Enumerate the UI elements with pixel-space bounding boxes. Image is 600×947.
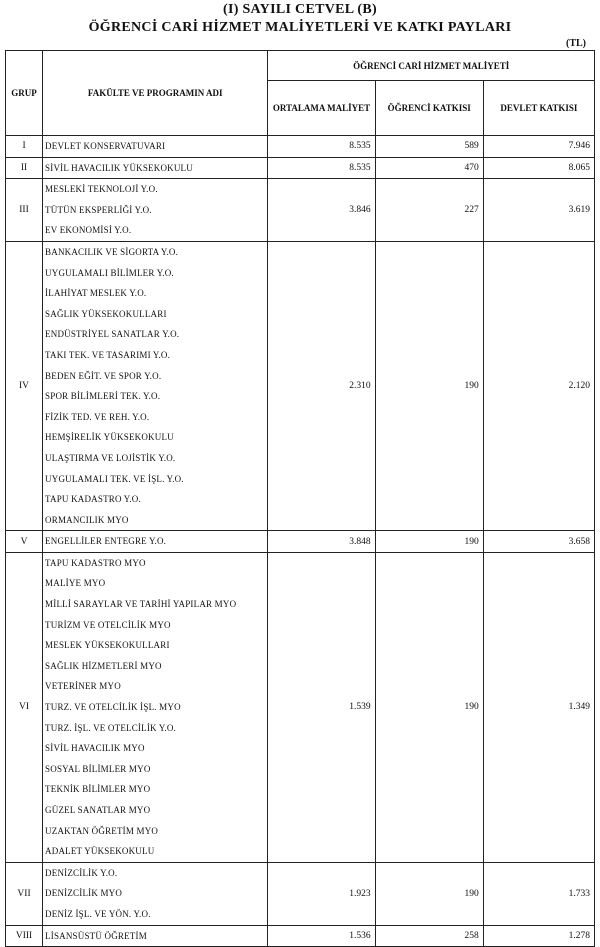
program-name: UYGULAMALI BİLİMLER Y.O. <box>45 267 174 278</box>
program-name: DENİZ İŞL. VE YÖN. Y.O. <box>45 908 151 919</box>
program-name: FİZİK TED. VE REH. Y.O. <box>45 411 150 422</box>
program-name: TURİZM VE OTELCİLİK MYO <box>45 619 171 630</box>
program-list <box>43 925 268 947</box>
group-number: V <box>6 531 43 553</box>
program-name: DENİZCİLİK MYO <box>45 888 123 899</box>
state-share-value: 2.120 <box>483 241 594 530</box>
avg-cost-value: 8.535 <box>268 136 375 158</box>
avg-cost-value: 3.848 <box>268 531 375 553</box>
header-cost-group: ÖĞRENCİ CARİ HİZMET MALİYETİ <box>268 51 595 81</box>
program-list <box>43 552 268 862</box>
table-row <box>6 241 595 530</box>
program-name: ENGELLİLER ENTEGRE Y.O. <box>45 536 167 547</box>
program-name: ENDÜSTRİYEL SANATLAR Y.O. <box>45 329 180 340</box>
program-name: SAĞLIK HİZMETLERİ MYO <box>45 660 162 671</box>
table-row <box>6 862 595 925</box>
program-name: SİVİL HAVACILIK YÜKSEKOKULU <box>45 162 193 173</box>
avg-cost-value: 3.846 <box>268 179 375 242</box>
program-name: HEMŞİRELİK YÜKSEKOKULU <box>45 432 174 443</box>
header-grup: GRUP <box>6 51 43 136</box>
group-number: I <box>6 136 43 158</box>
header-avg-cost: ORTALAMA MALİYET <box>268 81 375 136</box>
state-share-value: 1.278 <box>483 925 594 947</box>
group-number: VI <box>6 552 43 862</box>
state-share-value: 1.349 <box>483 552 594 862</box>
state-share-value: 1.733 <box>483 862 594 925</box>
program-name: TEKNİK BİLİMLER MYO <box>45 784 151 795</box>
avg-cost-value: 1.539 <box>268 552 375 862</box>
table-body <box>6 136 595 947</box>
student-share-value: 190 <box>375 531 483 553</box>
program-name: SOSYAL BİLİMLER MYO <box>45 763 151 774</box>
header-faculty: FAKÜLTE VE PROGRAMIN ADI <box>43 51 268 136</box>
program-list <box>43 241 268 530</box>
program-name: SPOR BİLİMLERİ TEK. Y.O. <box>45 391 161 402</box>
avg-cost-value: 1.923 <box>268 862 375 925</box>
currency-unit: (TL) <box>566 38 586 49</box>
student-share-value: 258 <box>375 925 483 947</box>
student-share-value: 190 <box>375 862 483 925</box>
group-number: II <box>6 157 43 179</box>
cost-table <box>5 50 595 947</box>
program-name: ORMANCILIK MYO <box>45 514 129 525</box>
program-name: TAPU KADASTRO Y.O. <box>45 494 141 505</box>
header-state-share: DEVLET KATKISI <box>483 81 594 136</box>
program-list <box>43 531 268 553</box>
header-student-share: ÖĞRENCİ KATKISI <box>375 81 483 136</box>
table-row <box>6 136 595 158</box>
document-title-line1: (I) SAYILI CETVEL (B) <box>223 2 377 17</box>
program-name: DENİZCİLİK Y.O. <box>45 867 118 878</box>
state-share-value: 3.658 <box>483 531 594 553</box>
student-share-value: 227 <box>375 179 483 242</box>
program-list <box>43 179 268 242</box>
program-name: DEVLET KONSERVATUVARI <box>45 141 166 151</box>
state-share-value: 7.946 <box>483 136 594 158</box>
program-name: LİSANSÜSTÜ ÖĞRETİM <box>45 930 147 941</box>
student-share-value: 589 <box>375 136 483 158</box>
program-name: TÜTÜN EKSPERLİĞİ Y.O. <box>45 204 152 215</box>
program-name: ADALET YÜKSEKOKULU <box>45 846 155 857</box>
program-name: MESLEK YÜKSEKOKULLARI <box>45 640 170 651</box>
group-number: IV <box>6 241 43 530</box>
program-name: UYGULAMALI TEK. VE İŞL. Y.O. <box>45 473 184 484</box>
program-name: BANKACILIK VE SİGORTA Y.O. <box>45 246 179 257</box>
table-row <box>6 157 595 179</box>
program-name: VETERİNER MYO <box>45 681 121 692</box>
program-name: MİLLİ SARAYLAR VE TARİHİ YAPILAR MYO <box>45 599 237 610</box>
program-name: TAPU KADASTRO MYO <box>45 557 146 568</box>
program-name: ULAŞTIRMA VE LOJİSTİK Y.O. <box>45 452 176 463</box>
avg-cost-value: 1.536 <box>268 925 375 947</box>
program-name: İLAHİYAT MESLEK Y.O. <box>45 288 147 299</box>
table-row <box>6 552 595 862</box>
program-name: SİVİL HAVACILIK MYO <box>45 743 145 754</box>
avg-cost-value: 2.310 <box>268 241 375 530</box>
program-name: SAĞLIK YÜKSEKOKULLARI <box>45 308 167 319</box>
program-list <box>43 136 268 158</box>
state-share-value: 8.065 <box>483 157 594 179</box>
student-share-value: 470 <box>375 157 483 179</box>
program-name: GÜZEL SANATLAR MYO <box>45 805 151 815</box>
program-name: MESLEKİ TEKNOLOJİ Y.O. <box>45 184 158 195</box>
document-title-line2: ÖĞRENCİ CARİ HİZMET MALİYETLERİ VE KATKI PAYLARI <box>88 20 512 35</box>
program-list <box>43 862 268 925</box>
avg-cost-value: 8.535 <box>268 157 375 179</box>
group-number: III <box>6 179 43 242</box>
student-share-value: 190 <box>375 241 483 530</box>
program-name: BEDEN EĞİT. VE SPOR Y.O. <box>45 370 162 381</box>
student-share-value: 190 <box>375 552 483 862</box>
program-name: EV EKONOMİSİ Y.O. <box>45 225 132 236</box>
program-name: TAKI TEK. VE TASARIMI Y.O. <box>45 349 171 360</box>
table-row <box>6 531 595 553</box>
program-list <box>43 157 268 179</box>
program-name: TURZ. İŞL. VE OTELCİLİK Y.O. <box>45 722 176 733</box>
table-row <box>6 179 595 242</box>
group-number: VII <box>6 862 43 925</box>
state-share-value: 3.619 <box>483 179 594 242</box>
group-number: VIII <box>6 925 43 947</box>
program-name: UZAKTAN ÖĞRETİM MYO <box>45 825 159 836</box>
table-row <box>6 925 595 947</box>
program-name: TURZ. VE OTELCİLİK İŞL. MYO <box>45 702 181 713</box>
program-name: MALİYE MYO <box>45 578 106 589</box>
